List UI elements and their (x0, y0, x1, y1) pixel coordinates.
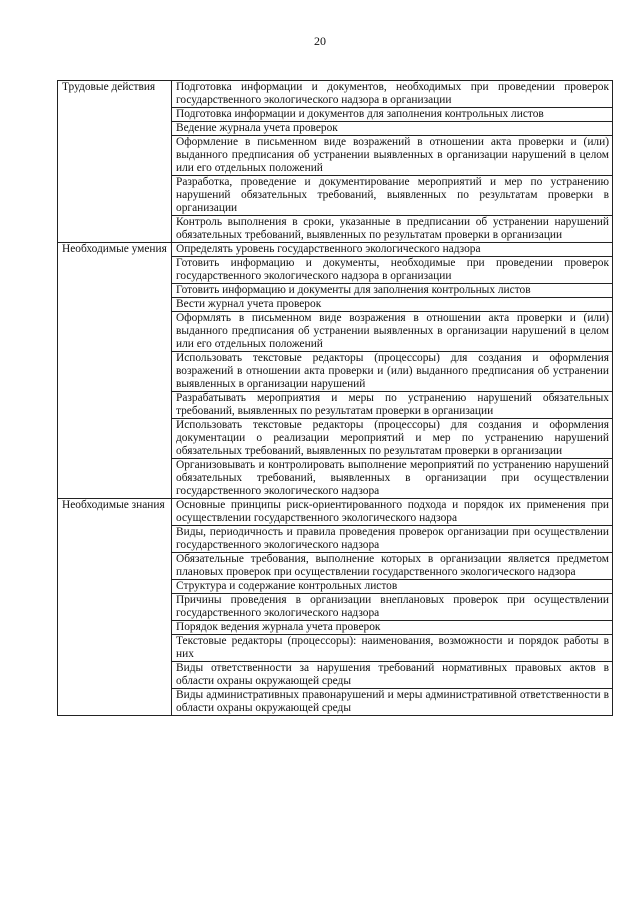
section-item: Контроль выполнения в сроки, указанные в предписании об устранении нарушений обязательных требований, выявленных по результатам проверки в организации (172, 216, 613, 243)
section-item: Виды ответственности за нарушения требований нормативных правовых актов в области охраны окружающей среды (172, 662, 613, 689)
table-row (58, 243, 613, 257)
section-item: Порядок ведения журнала учета проверок (172, 621, 613, 635)
section-item: Разработка, проведение и документирование мероприятий и мер по устранению нарушений обязательных требований, выявленных по результатам проверки в организации (172, 176, 613, 216)
table-row (58, 81, 613, 108)
section-item: Разрабатывать мероприятия и меры по устранению нарушений обязательных требований, выявленных по результатам проверки в организации (172, 392, 613, 419)
section-title: Необходимые умения (58, 243, 172, 499)
section-item: Оформление в письменном виде возражений в отношении акта проверки и (или) выданного предписания об устранении выявленных в организации нарушений в целом или его отдельных положений (172, 136, 613, 176)
page-number: 20 (314, 34, 326, 48)
section-item: Подготовка информации и документов для заполнения контрольных листов (172, 108, 613, 122)
section-item: Причины проведения в организации внеплановых проверок при осуществлении государственного экологического надзора (172, 594, 613, 621)
section-item: Определять уровень государственного экологического надзора (172, 243, 613, 257)
section-item: Готовить информацию и документы, необходимые при проведении проверок государственного экологического надзора в организации (172, 257, 613, 284)
section-item: Организовывать и контролировать выполнение мероприятий по устранению нарушений обязательных требований, выявленных в организации при осуществлении государственного экологического надзора (172, 459, 613, 499)
section-item: Текстовые редакторы (процессоры): наименования, возможности и порядок работы в них (172, 635, 613, 662)
section-item: Вести журнал учета проверок (172, 298, 613, 312)
section-item: Виды административных правонарушений и меры административной ответственности в области охраны окружающей среды (172, 689, 613, 716)
section-item: Структура и содержание контрольных листов (172, 580, 613, 594)
section-item: Основные принципы риск-ориентированного подхода и порядок их применения при осуществлении государственного экологического надзора (172, 499, 613, 526)
section-title: Необходимые знания (58, 499, 172, 716)
section-item: Оформлять в письменном виде возражения в отношении акта проверки и (или) выданного предписания об устранении выявленных в организации нарушений в целом или его отдельных положений (172, 312, 613, 352)
section-item: Обязательные требования, выполнение которых в организации является предметом плановых проверок при осуществлении государственного экологического надзора (172, 553, 613, 580)
competency-table (57, 80, 613, 716)
section-item: Готовить информацию и документы для заполнения контрольных листов (172, 284, 613, 298)
section-item: Использовать текстовые редакторы (процессоры) для создания и оформления документации о реализации мероприятий и мер по устранению нарушений обязательных требований, выявленных по результатам проверки в организации (172, 419, 613, 459)
section-item: Использовать текстовые редакторы (процессоры) для создания и оформления возражений в отношении акта проверки и (или) выданного предписания об устранении выявленных в организации нарушений (172, 352, 613, 392)
section-item: Ведение журнала учета проверок (172, 122, 613, 136)
section-item: Подготовка информации и документов, необходимых при проведении проверок государственного экологического надзора в организации (172, 81, 613, 108)
competency-table-body (58, 81, 613, 716)
section-item: Виды, периодичность и правила проведения проверок организации при осуществлении государственного экологического надзора (172, 526, 613, 553)
table-row (58, 499, 613, 526)
section-title: Трудовые действия (58, 81, 172, 243)
